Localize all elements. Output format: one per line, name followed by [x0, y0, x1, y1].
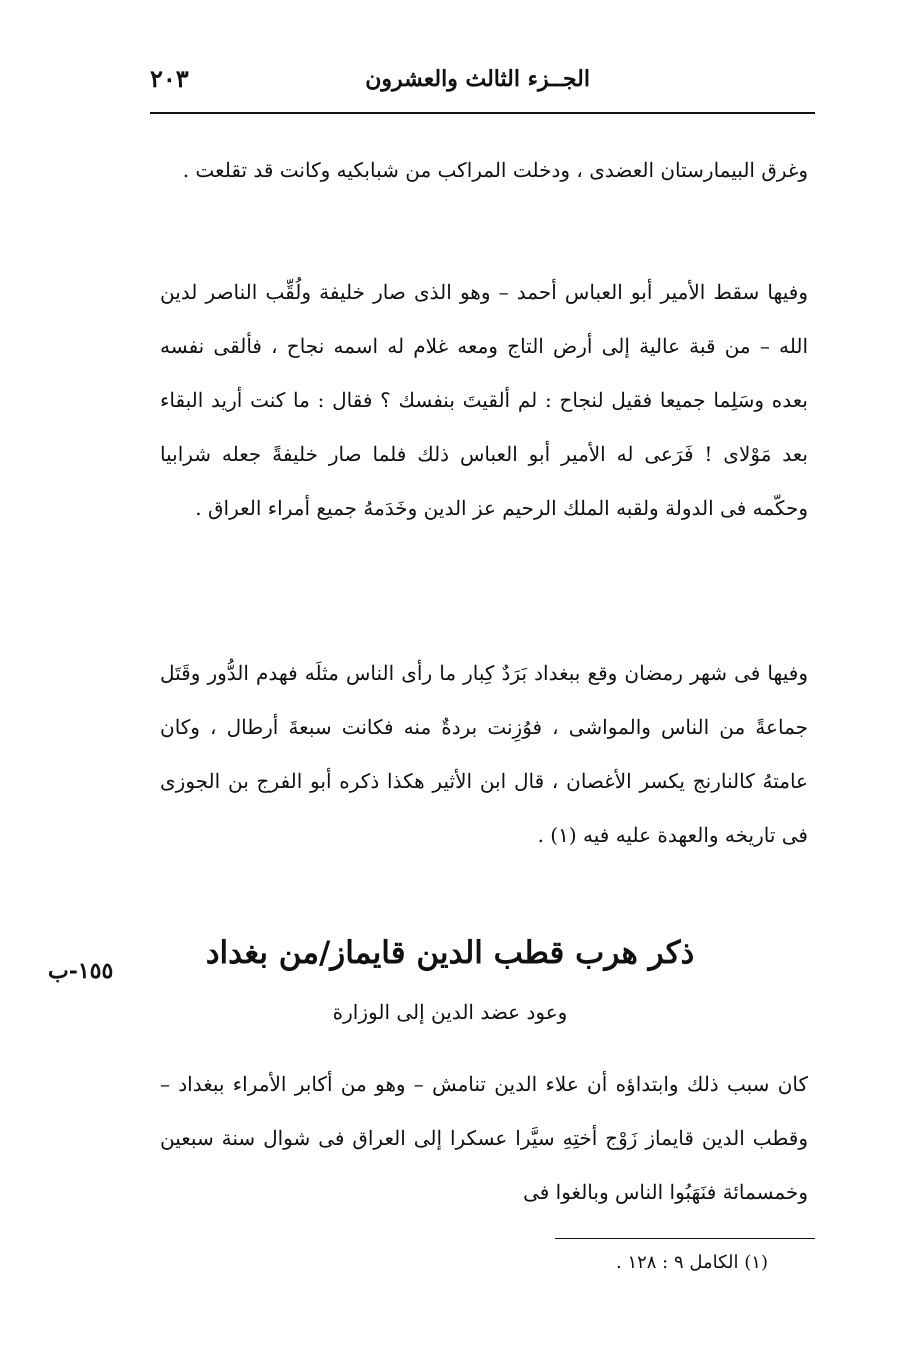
- header-divider: [150, 112, 815, 114]
- section-subtitle: وعود عضد الدين إلى الوزارة: [332, 1000, 568, 1024]
- paragraph-3: [160, 646, 808, 862]
- margin-note: ١٥٥-ب: [48, 958, 114, 984]
- paragraph-4: [160, 1057, 808, 1219]
- paragraph-2: [160, 265, 808, 535]
- footnote-divider: [555, 1238, 815, 1239]
- page-header: [150, 60, 815, 106]
- paragraph-1: [160, 143, 808, 197]
- paragraph-2-text: وفيها سقط الأمير أبو العباس أحمد – وهو الذى صار خليفة ولُقِّب الناصر لدين الله – من قبة عالية إلى أرض التاج ومعه غلام له اسمه نجاح ، فألقى نفسه بعده وسَلِما جميعا فقيل لنجاح : لم ألقيتَ بنفسك ؟ فقال : ما كنت أريد البقاء بعد مَوْلاى ! فَرَعى له الأمير أبو العباس ذلك فلما صار خليفةً جعله شرابيا وحكّمه فى الدولة ولقبه الملك الرحيم عز الدين وخَدَمهُ جميع أمراء العراق .: [160, 280, 808, 520]
- running-title: الجــزء الثالث والعشرون: [365, 66, 590, 92]
- paragraph-1-text: وغرق البيمارستان العضدى ، ودخلت المراكب من شبابكيه وكانت قد تقلعت .: [182, 158, 808, 182]
- section-title: ذكر هرب قطب الدين قايماز/من بغداد: [205, 935, 695, 971]
- page-number: ٢٠٣: [150, 64, 189, 93]
- paragraph-3-text: وفيها فى شهر رمضان وقع ببغداد بَرَدٌ كِبار ما رأى الناس مثلَه فهدم الدُّور وقَتَل جماعةً من الناس والمواشى ، فوُزِنت بردةٌ منه فكانت سبعةَ أرطال ، وكان عامتهُ كالنارنج يكسر الأغصان ، قال ابن الأثير هكذا ذكره أبو الفرج بن الجوزى فى تاريخه والعهدة عليه فيه (١) .: [160, 661, 808, 847]
- paragraph-4-text: كان سبب ذلك وابتداؤه أن علاء الدين تنامش – وهو من أكابر الأمراء ببغداد – وقطب الدين قايماز زَوْج أختِهِ سيَّرا عسكرا إلى العراق فى شوال سنة سبعين وخمسمائة فنَهَبُوا الناس وبالغوا فى: [160, 1072, 808, 1204]
- footnote: (١) الكامل ٩ : ١٢٨ .: [615, 1252, 768, 1273]
